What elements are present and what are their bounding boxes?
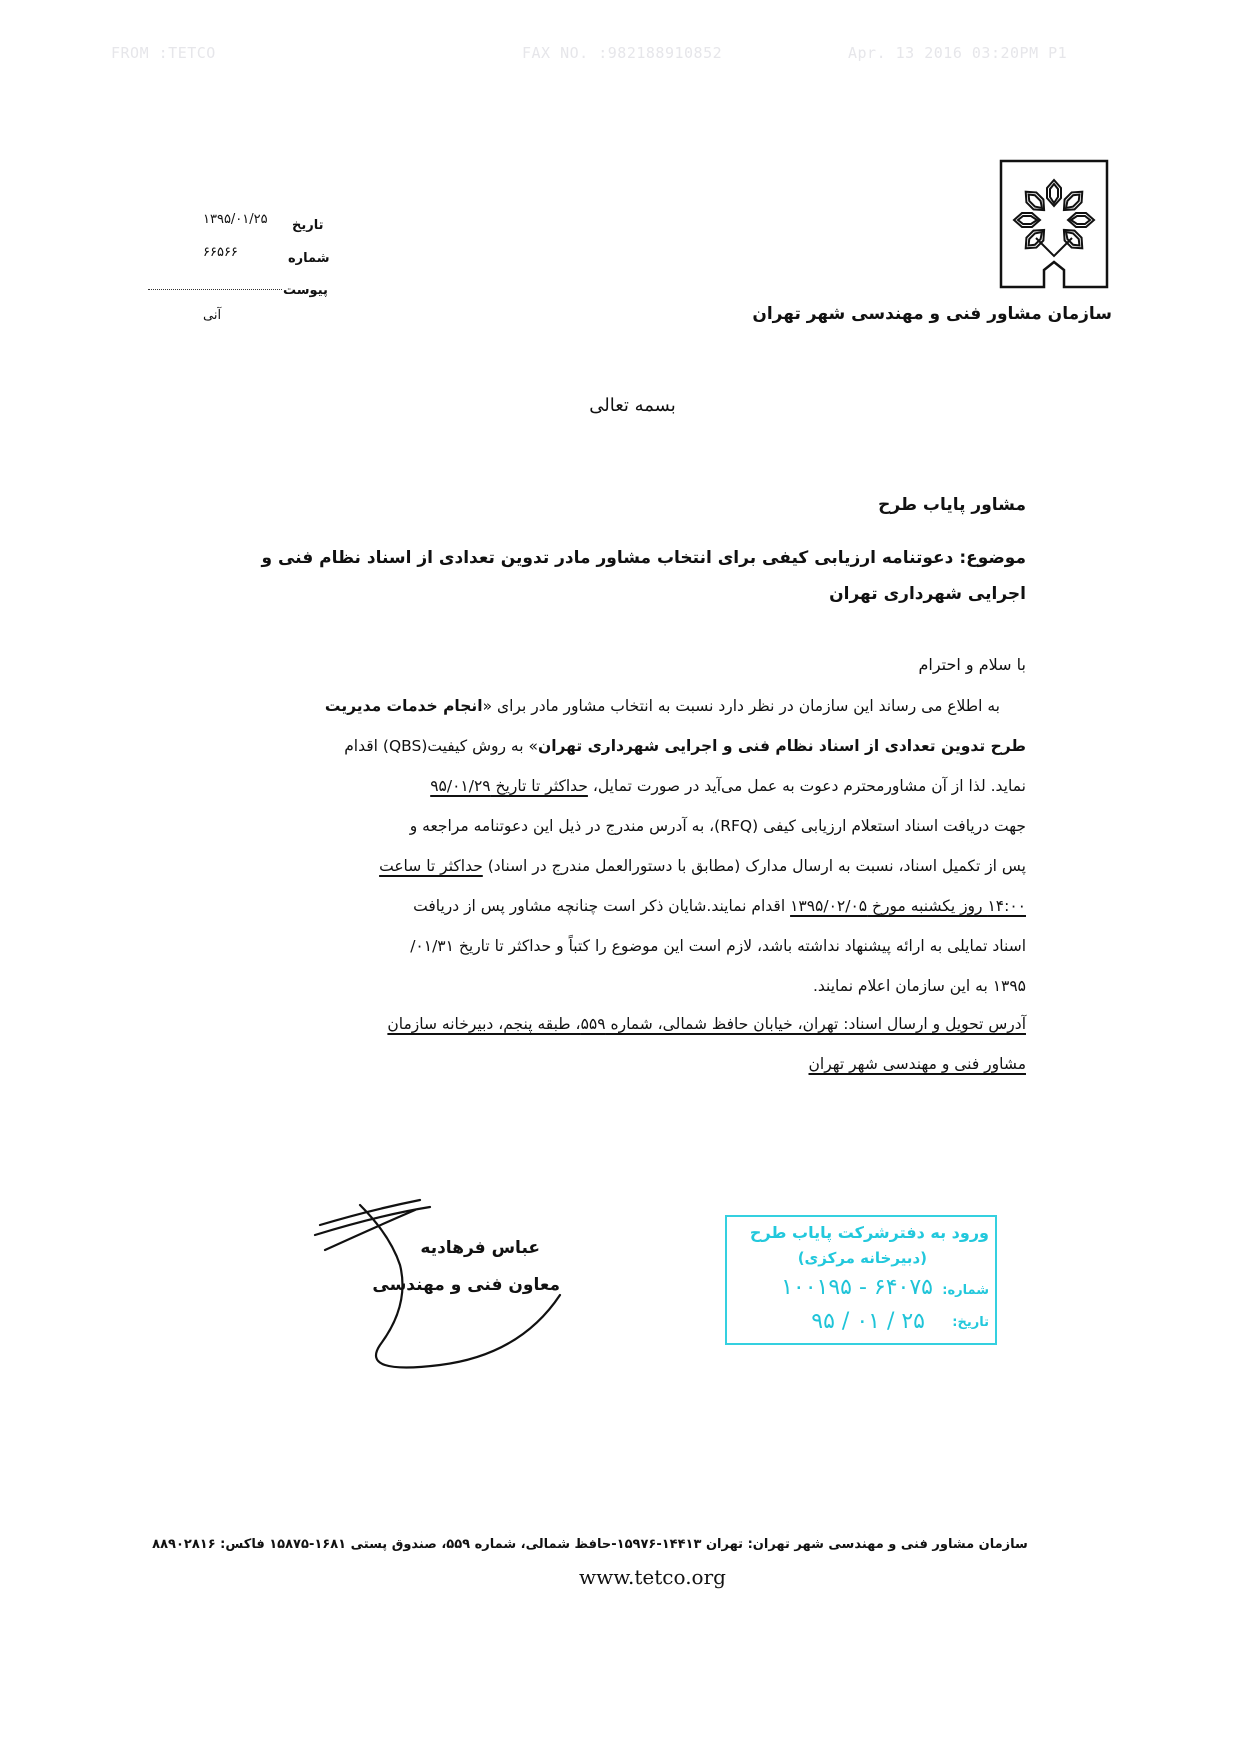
attachment-label: پیوست [283, 283, 328, 298]
fax-sender: FROM :TETCO [111, 44, 216, 62]
subject-line-2: اجرایی شهرداری تهران [829, 584, 1026, 604]
fax-header [0, 44, 1240, 64]
body-line [344, 737, 1026, 755]
signer-title: معاون فنی و مهندسی [372, 1275, 560, 1295]
signer-name: عباس فرهادیه [420, 1238, 540, 1258]
tetco-star-logo-icon [998, 158, 1110, 290]
body-bold-text: انجام خدمات مدیریت [324, 697, 483, 715]
body-text: » به روش کیفیت(QBS) اقدام [344, 737, 538, 755]
number-value: ۶۶۵۶۶ [203, 245, 238, 260]
footer-website-link[interactable]: www.tetco.org [579, 1565, 726, 1589]
greeting: با سلام و احترام [918, 655, 1026, 674]
body-line: ۱۳۹۵ به این سازمان اعلام نمایند. [812, 977, 1026, 995]
subject-line-1: موضوع: دعوتنامه ارزیابی کیفی برای انتخاب مشاور مادر تدوین تعدادی از اسناد نظام فنی و [261, 548, 1026, 568]
urgency-label: آنی [203, 308, 222, 323]
body-bold-text: طرح تدوین تعدادی از اسناد نظام فنی و اجرایی شهرداری تهران [537, 737, 1026, 755]
stamp-title: ورود به دفترشرکت پایاب طرح [749, 1223, 989, 1242]
stamp-subtitle: (دبیرخانه مرکزی) [797, 1249, 927, 1267]
body-line: جهت دریافت اسناد استعلام ارزیابی کیفی (RFQ)، به آدرس مندرج در ذیل این دعوتنامه مراجعه و [409, 817, 1026, 835]
body-line [430, 777, 1026, 795]
number-label: شماره [288, 251, 330, 266]
stamp-date-value: ۹۵ / ۰۱ / ۲۵ [811, 1309, 925, 1334]
body-line [325, 697, 1000, 715]
deadline-underlined: حداکثر تا ساعت [379, 857, 483, 875]
stamp-date-label: تاریخ: [952, 1315, 989, 1330]
body-line [413, 897, 1026, 915]
body-text: پس از تکمیل اسناد، نسبت به ارسال مدارک (مطابق با دستورالعمل مندرج در اسناد) [482, 857, 1026, 875]
body-line [379, 857, 1026, 875]
date-value: ۱۳۹۵/۰۱/۲۵ [203, 212, 268, 227]
stamp-number-label: شماره: [942, 1283, 989, 1298]
body-line: اسناد تمایلی به ارائه پیشنهاد نداشته باشد، لازم است این موضوع را کتباً و حداکثر تا تاریخ ۰۱/۳۱/ [410, 937, 1026, 955]
body-text: به اطلاع می رساند این سازمان در نظر دارد نسبت به انتخاب مشاور مادر برای « [482, 697, 1000, 715]
date-label: تاریخ [292, 218, 324, 233]
attachment-dotted-line [148, 289, 282, 290]
body-text: اقدام نمایند.شایان ذکر است چنانچه مشاور پس از دریافت [413, 897, 791, 915]
receipt-stamp [725, 1215, 997, 1345]
fax-datetime-page: Apr. 13 2016 03:20PM P1 [848, 44, 1068, 62]
recipient: مشاور پایاب طرح [878, 495, 1026, 515]
address-underlined: مشاور فنی و مهندسی شهر تهران [808, 1055, 1026, 1073]
body-text: نماید. لذا از آن مشاورمحترم دعوت به عمل می‌آید در صورت تمایل، [587, 777, 1026, 795]
organization-name: سازمان مشاور فنی و مهندسی شهر تهران [752, 304, 1112, 324]
footer-address: سازمان مشاور فنی و مهندسی شهر تهران: تهران ۱۴۴۱۳-۱۵۹۷۶-حافظ شمالی، شماره ۵۵۹، صندوق پستی ۱۶۸۱-۱۵۸۷۵ فاکس: ۸۸۹۰۲۸۱۶ [152, 1537, 1028, 1552]
address-line [387, 1015, 1026, 1033]
deadline-underlined: حداکثر تا تاریخ ۹۵/۰۱/۲۹ [430, 777, 588, 795]
deadline-underlined: ۱۴:۰۰ روز یکشنبه مورخ ۱۳۹۵/۰۲/۰۵ [790, 897, 1026, 915]
stamp-number-value: ۱۰۰۱۹۵ - ۶۴۰۷۵ [781, 1275, 933, 1300]
basmala-heading: بسمه تعالی [589, 395, 676, 416]
fax-number: FAX NO. :982188910852 [522, 44, 723, 62]
address-line [809, 1055, 1027, 1073]
address-underlined: آدرس تحویل و ارسال اسناد: تهران، خیابان حافظ شمالی، شماره ۵۵۹، طبقه پنجم، دبیرخانه سازمان [387, 1015, 1026, 1033]
